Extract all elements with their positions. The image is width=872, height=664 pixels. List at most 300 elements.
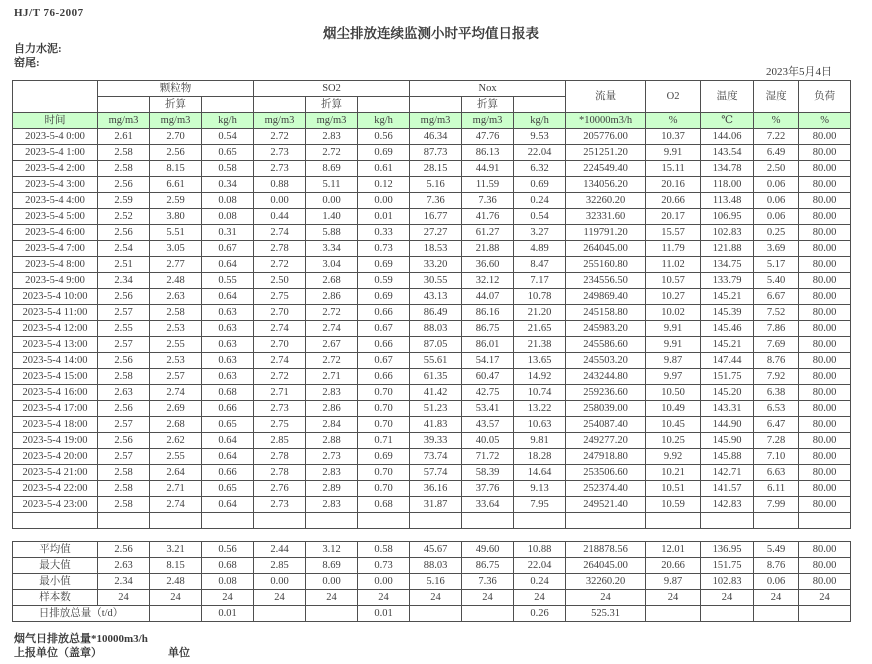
value-cell: 44.07: [462, 289, 514, 305]
value-cell: 9.91: [646, 321, 701, 337]
table-row: [13, 257, 851, 273]
value-cell: 2.88: [306, 433, 358, 449]
value-cell: 2.71: [306, 369, 358, 385]
value-cell: 0.70: [358, 417, 410, 433]
value-cell: 80.00: [799, 337, 851, 353]
blank-cell: [566, 513, 646, 529]
summary-value-cell: 12.01: [646, 542, 701, 558]
value-cell: 80.00: [799, 273, 851, 289]
time-cell: 2023-5-4 6:00: [13, 225, 98, 241]
value-cell: 11.02: [646, 257, 701, 273]
value-cell: 80.00: [799, 129, 851, 145]
value-cell: 6.49: [754, 145, 799, 161]
value-cell: 2.68: [150, 417, 202, 433]
summary-value-cell: 2.63: [98, 558, 150, 574]
time-cell: 2023-5-4 9:00: [13, 273, 98, 289]
value-cell: 21.65: [514, 321, 566, 337]
value-cell: 0.70: [358, 385, 410, 401]
summary-value-cell: 80.00: [799, 542, 851, 558]
summary-value-cell: 45.67: [410, 542, 462, 558]
value-cell: 6.47: [754, 417, 799, 433]
value-cell: 151.75: [701, 369, 754, 385]
summary-value-cell: 49.60: [462, 542, 514, 558]
summary-row: [13, 590, 851, 606]
table-row: [13, 449, 851, 465]
value-cell: 0.68: [358, 497, 410, 513]
value-cell: 254087.40: [566, 417, 646, 433]
value-cell: 2.58: [98, 161, 150, 177]
value-cell: 2.73: [254, 161, 306, 177]
value-cell: 2.86: [306, 401, 358, 417]
table-row: [13, 385, 851, 401]
value-cell: 2.68: [306, 273, 358, 289]
summary-value-cell: 0.73: [358, 558, 410, 574]
value-cell: 86.75: [462, 321, 514, 337]
value-cell: 7.69: [754, 337, 799, 353]
value-cell: 9.97: [646, 369, 701, 385]
summary-value-cell: 0.01: [202, 606, 254, 622]
value-cell: 58.39: [462, 465, 514, 481]
summary-value-cell: 24: [646, 590, 701, 606]
report-title: 烟尘排放连续监测小时平均值日报表: [323, 26, 539, 41]
summary-value-cell: 136.95: [701, 542, 754, 558]
value-cell: 0.71: [358, 433, 410, 449]
summary-value-cell: 0.00: [254, 574, 306, 590]
value-cell: 7.36: [410, 193, 462, 209]
value-cell: 2.55: [98, 321, 150, 337]
value-cell: 2.48: [150, 273, 202, 289]
value-cell: 0.66: [358, 369, 410, 385]
value-cell: 60.47: [462, 369, 514, 385]
value-cell: 21.38: [514, 337, 566, 353]
value-cell: 86.49: [410, 305, 462, 321]
unit-cell: mg/m3: [98, 113, 150, 129]
value-cell: 32.12: [462, 273, 514, 289]
time-cell: 2023-5-4 19:00: [13, 433, 98, 449]
value-cell: 7.10: [754, 449, 799, 465]
value-cell: 46.34: [410, 129, 462, 145]
value-cell: 2.67: [306, 337, 358, 353]
time-cell: 2023-5-4 16:00: [13, 385, 98, 401]
converted-label-pm: 折算: [150, 97, 202, 113]
summary-label: 样本数: [13, 590, 98, 606]
value-cell: 3.80: [150, 209, 202, 225]
value-cell: 252374.40: [566, 481, 646, 497]
value-cell: 2.72: [306, 353, 358, 369]
value-cell: 106.95: [701, 209, 754, 225]
value-cell: 0.64: [202, 257, 254, 273]
table-row: [13, 401, 851, 417]
table-row: [13, 145, 851, 161]
summary-value-cell: 80.00: [799, 574, 851, 590]
value-cell: 9.81: [514, 433, 566, 449]
value-cell: 80.00: [799, 401, 851, 417]
summary-value-cell: 24: [98, 590, 150, 606]
value-cell: 2.72: [306, 305, 358, 321]
value-cell: 2.84: [306, 417, 358, 433]
summary-value-cell: 0.00: [306, 574, 358, 590]
value-cell: 3.04: [306, 257, 358, 273]
value-cell: 5.11: [306, 177, 358, 193]
value-cell: 2.83: [306, 497, 358, 513]
col-header-temp: 温度: [701, 81, 754, 113]
value-cell: 2.57: [98, 417, 150, 433]
monitoring-table: [12, 80, 851, 529]
summary-rows: [13, 542, 851, 622]
value-cell: 2.56: [98, 401, 150, 417]
summary-value-cell: 2.56: [98, 542, 150, 558]
summary-value-cell: [306, 606, 358, 622]
value-cell: 0.73: [358, 241, 410, 257]
value-cell: 145.20: [701, 385, 754, 401]
value-cell: 253506.60: [566, 465, 646, 481]
value-cell: 2.56: [98, 225, 150, 241]
value-cell: 0.70: [358, 465, 410, 481]
value-cell: 7.95: [514, 497, 566, 513]
value-cell: 80.00: [799, 481, 851, 497]
blank-cell: [254, 513, 306, 529]
value-cell: 33.20: [410, 257, 462, 273]
unit-cell: %: [799, 113, 851, 129]
value-cell: 1.40: [306, 209, 358, 225]
empty-row: [13, 513, 851, 529]
value-cell: 18.53: [410, 241, 462, 257]
blank-cell: [358, 97, 410, 113]
value-cell: 80.00: [799, 161, 851, 177]
blank-cell: [410, 97, 462, 113]
value-cell: 80.00: [799, 417, 851, 433]
table-row: [13, 209, 851, 225]
value-cell: 0.69: [358, 449, 410, 465]
value-cell: 234556.50: [566, 273, 646, 289]
value-cell: 80.00: [799, 321, 851, 337]
value-cell: 2.57: [98, 449, 150, 465]
value-cell: 80.00: [799, 257, 851, 273]
value-cell: 2.56: [98, 289, 150, 305]
value-cell: 10.37: [646, 129, 701, 145]
value-cell: 2.86: [306, 289, 358, 305]
value-cell: 2.74: [306, 321, 358, 337]
value-cell: 0.56: [358, 129, 410, 145]
blank-cell: [150, 513, 202, 529]
value-cell: 43.13: [410, 289, 462, 305]
summary-value-cell: [150, 606, 202, 622]
value-cell: 2.53: [150, 321, 202, 337]
value-cell: 88.03: [410, 321, 462, 337]
value-cell: 2.83: [306, 385, 358, 401]
value-cell: 264045.00: [566, 241, 646, 257]
value-cell: 2.62: [150, 433, 202, 449]
value-cell: 0.06: [754, 177, 799, 193]
flue-gas-total-note: 烟气日排放总量*10000m3/h: [14, 633, 148, 645]
time-cell: 2023-5-4 1:00: [13, 145, 98, 161]
unit-cell: kg/h: [514, 113, 566, 129]
summary-value-cell: 24: [150, 590, 202, 606]
value-cell: 0.06: [754, 193, 799, 209]
summary-value-cell: 3.12: [306, 542, 358, 558]
time-cell: 2023-5-4 21:00: [13, 465, 98, 481]
value-cell: 6.11: [754, 481, 799, 497]
value-cell: 10.27: [646, 289, 701, 305]
value-cell: 245983.20: [566, 321, 646, 337]
value-cell: 14.64: [514, 465, 566, 481]
value-cell: 0.54: [202, 129, 254, 145]
value-cell: 2.71: [254, 385, 306, 401]
col-header-humidity: 湿度: [754, 81, 799, 113]
value-cell: 143.54: [701, 145, 754, 161]
summary-label: 平均值: [13, 542, 98, 558]
value-cell: 20.16: [646, 177, 701, 193]
summary-value-cell: 88.03: [410, 558, 462, 574]
summary-value-cell: 22.04: [514, 558, 566, 574]
summary-table: [12, 541, 851, 622]
value-cell: 80.00: [799, 353, 851, 369]
summary-value-cell: 0.08: [202, 574, 254, 590]
table-row: [13, 241, 851, 257]
time-cell: 2023-5-4 3:00: [13, 177, 98, 193]
summary-value-cell: [410, 606, 462, 622]
time-column-header: 时间: [13, 113, 98, 129]
summary-value-cell: 2.44: [254, 542, 306, 558]
blank-cell: [202, 513, 254, 529]
table-row: [13, 497, 851, 513]
value-cell: 22.04: [514, 145, 566, 161]
value-cell: 2.50: [254, 273, 306, 289]
value-cell: 6.67: [754, 289, 799, 305]
value-cell: 40.05: [462, 433, 514, 449]
value-cell: 80.00: [799, 289, 851, 305]
blank-cell: [254, 97, 306, 113]
summary-value-cell: 525.31: [566, 606, 646, 622]
summary-value-cell: 0.26: [514, 606, 566, 622]
value-cell: 2.74: [254, 321, 306, 337]
value-cell: 102.83: [701, 225, 754, 241]
value-cell: 21.88: [462, 241, 514, 257]
value-cell: 5.16: [410, 177, 462, 193]
value-cell: 2.58: [98, 481, 150, 497]
value-cell: 134056.20: [566, 177, 646, 193]
summary-value-cell: 32260.20: [566, 574, 646, 590]
standard-code: HJ/T 76-2007: [14, 7, 84, 19]
blank-cell: [646, 513, 701, 529]
time-cell: 2023-5-4 10:00: [13, 289, 98, 305]
summary-value-cell: 0.00: [358, 574, 410, 590]
value-cell: 0.59: [358, 273, 410, 289]
table-row: [13, 417, 851, 433]
table-row: [13, 129, 851, 145]
value-cell: 0.08: [202, 193, 254, 209]
corner-cell: [13, 81, 98, 113]
value-cell: 5.17: [754, 257, 799, 273]
summary-value-cell: [799, 606, 851, 622]
time-cell: 2023-5-4 12:00: [13, 321, 98, 337]
unit-cell: mg/m3: [306, 113, 358, 129]
value-cell: 3.27: [514, 225, 566, 241]
value-cell: 2.85: [254, 433, 306, 449]
value-cell: 18.28: [514, 449, 566, 465]
blank-cell: [701, 513, 754, 529]
value-cell: 2.58: [150, 305, 202, 321]
value-cell: 8.69: [306, 161, 358, 177]
table-row: [13, 465, 851, 481]
blank-cell: [754, 513, 799, 529]
summary-value-cell: 0.56: [202, 542, 254, 558]
value-cell: 71.72: [462, 449, 514, 465]
value-cell: 9.87: [646, 353, 701, 369]
value-cell: 7.99: [754, 497, 799, 513]
value-cell: 80.00: [799, 369, 851, 385]
summary-value-cell: 24: [514, 590, 566, 606]
value-cell: 0.12: [358, 177, 410, 193]
summary-value-cell: 24: [566, 590, 646, 606]
time-cell: 2023-5-4 0:00: [13, 129, 98, 145]
value-cell: 2.70: [150, 129, 202, 145]
unit-cell: kg/h: [358, 113, 410, 129]
col-header-load: 负荷: [799, 81, 851, 113]
value-cell: 147.44: [701, 353, 754, 369]
value-cell: 9.91: [646, 337, 701, 353]
summary-value-cell: 0.24: [514, 574, 566, 590]
value-cell: 0.70: [358, 481, 410, 497]
value-cell: 0.68: [202, 385, 254, 401]
time-cell: 2023-5-4 7:00: [13, 241, 98, 257]
value-cell: 0.63: [202, 321, 254, 337]
value-cell: 2.56: [98, 433, 150, 449]
value-cell: 142.83: [701, 497, 754, 513]
summary-value-cell: [254, 606, 306, 622]
value-cell: 205776.00: [566, 129, 646, 145]
value-cell: 0.67: [358, 321, 410, 337]
value-cell: 20.66: [646, 193, 701, 209]
table-row: [13, 193, 851, 209]
time-cell: 2023-5-4 14:00: [13, 353, 98, 369]
table-row: [13, 481, 851, 497]
value-cell: 9.53: [514, 129, 566, 145]
value-cell: 2.51: [98, 257, 150, 273]
value-cell: 10.74: [514, 385, 566, 401]
summary-value-cell: 3.21: [150, 542, 202, 558]
summary-value-cell: 86.75: [462, 558, 514, 574]
value-cell: 0.64: [202, 433, 254, 449]
value-cell: 30.55: [410, 273, 462, 289]
value-cell: 2.55: [150, 337, 202, 353]
summary-value-cell: 24: [754, 590, 799, 606]
value-cell: 247918.80: [566, 449, 646, 465]
unit-cell: mg/m3: [150, 113, 202, 129]
summary-row: [13, 574, 851, 590]
value-cell: 39.33: [410, 433, 462, 449]
value-cell: 16.77: [410, 209, 462, 225]
value-cell: 28.15: [410, 161, 462, 177]
value-cell: 10.45: [646, 417, 701, 433]
value-cell: 249869.40: [566, 289, 646, 305]
value-cell: 7.17: [514, 273, 566, 289]
unit-cell: ℃: [701, 113, 754, 129]
blank-cell: [98, 513, 150, 529]
value-cell: 2.75: [254, 289, 306, 305]
summary-value-cell: 0.01: [358, 606, 410, 622]
value-cell: 80.00: [799, 449, 851, 465]
value-cell: 2.78: [254, 449, 306, 465]
value-cell: 0.33: [358, 225, 410, 241]
reporting-unit-label: 上报单位（盖章）: [14, 647, 102, 659]
value-cell: 36.60: [462, 257, 514, 273]
summary-value-cell: 151.75: [701, 558, 754, 574]
value-cell: 255160.80: [566, 257, 646, 273]
summary-value-cell: 2.34: [98, 574, 150, 590]
value-cell: 2.55: [150, 449, 202, 465]
value-cell: 7.36: [462, 193, 514, 209]
value-cell: 2.58: [98, 145, 150, 161]
value-cell: 134.78: [701, 161, 754, 177]
value-cell: 14.92: [514, 369, 566, 385]
value-cell: 2.73: [306, 449, 358, 465]
table-row: [13, 321, 851, 337]
value-cell: 143.31: [701, 401, 754, 417]
value-cell: 2.78: [254, 465, 306, 481]
value-cell: 2.53: [150, 353, 202, 369]
value-cell: 0.88: [254, 177, 306, 193]
summary-value-cell: [701, 606, 754, 622]
value-cell: 2.57: [98, 337, 150, 353]
value-cell: 259236.60: [566, 385, 646, 401]
time-cell: 2023-5-4 4:00: [13, 193, 98, 209]
summary-value-cell: 2.48: [150, 574, 202, 590]
summary-value-cell: 8.69: [306, 558, 358, 574]
summary-value-cell: 102.83: [701, 574, 754, 590]
summary-value-cell: 264045.00: [566, 558, 646, 574]
value-cell: 2.56: [98, 353, 150, 369]
value-cell: 54.17: [462, 353, 514, 369]
summary-value-cell: 5.16: [410, 574, 462, 590]
value-cell: 145.21: [701, 337, 754, 353]
table-row: [13, 177, 851, 193]
value-cell: 7.28: [754, 433, 799, 449]
summary-value-cell: 24: [701, 590, 754, 606]
value-cell: 2.74: [150, 497, 202, 513]
value-cell: 10.21: [646, 465, 701, 481]
value-cell: 2.73: [254, 497, 306, 513]
value-cell: 0.69: [358, 257, 410, 273]
summary-label: 最小值: [13, 574, 98, 590]
value-cell: 0.54: [514, 209, 566, 225]
value-cell: 87.73: [410, 145, 462, 161]
value-cell: 4.89: [514, 241, 566, 257]
time-cell: 2023-5-4 2:00: [13, 161, 98, 177]
value-cell: 245158.80: [566, 305, 646, 321]
value-cell: 13.22: [514, 401, 566, 417]
table-row: [13, 305, 851, 321]
value-cell: 80.00: [799, 465, 851, 481]
value-cell: 119791.20: [566, 225, 646, 241]
value-cell: 0.69: [358, 145, 410, 161]
value-cell: 133.79: [701, 273, 754, 289]
time-cell: 2023-5-4 15:00: [13, 369, 98, 385]
value-cell: 9.91: [646, 145, 701, 161]
value-cell: 2.63: [150, 289, 202, 305]
value-cell: 258039.00: [566, 401, 646, 417]
value-cell: 141.57: [701, 481, 754, 497]
summary-value-cell: 9.87: [646, 574, 701, 590]
value-cell: 2.57: [150, 369, 202, 385]
value-cell: 86.16: [462, 305, 514, 321]
value-cell: 2.57: [98, 305, 150, 321]
value-cell: 2.73: [254, 401, 306, 417]
value-cell: 73.74: [410, 449, 462, 465]
value-cell: 9.13: [514, 481, 566, 497]
value-cell: 11.59: [462, 177, 514, 193]
summary-value-cell: 24: [799, 590, 851, 606]
